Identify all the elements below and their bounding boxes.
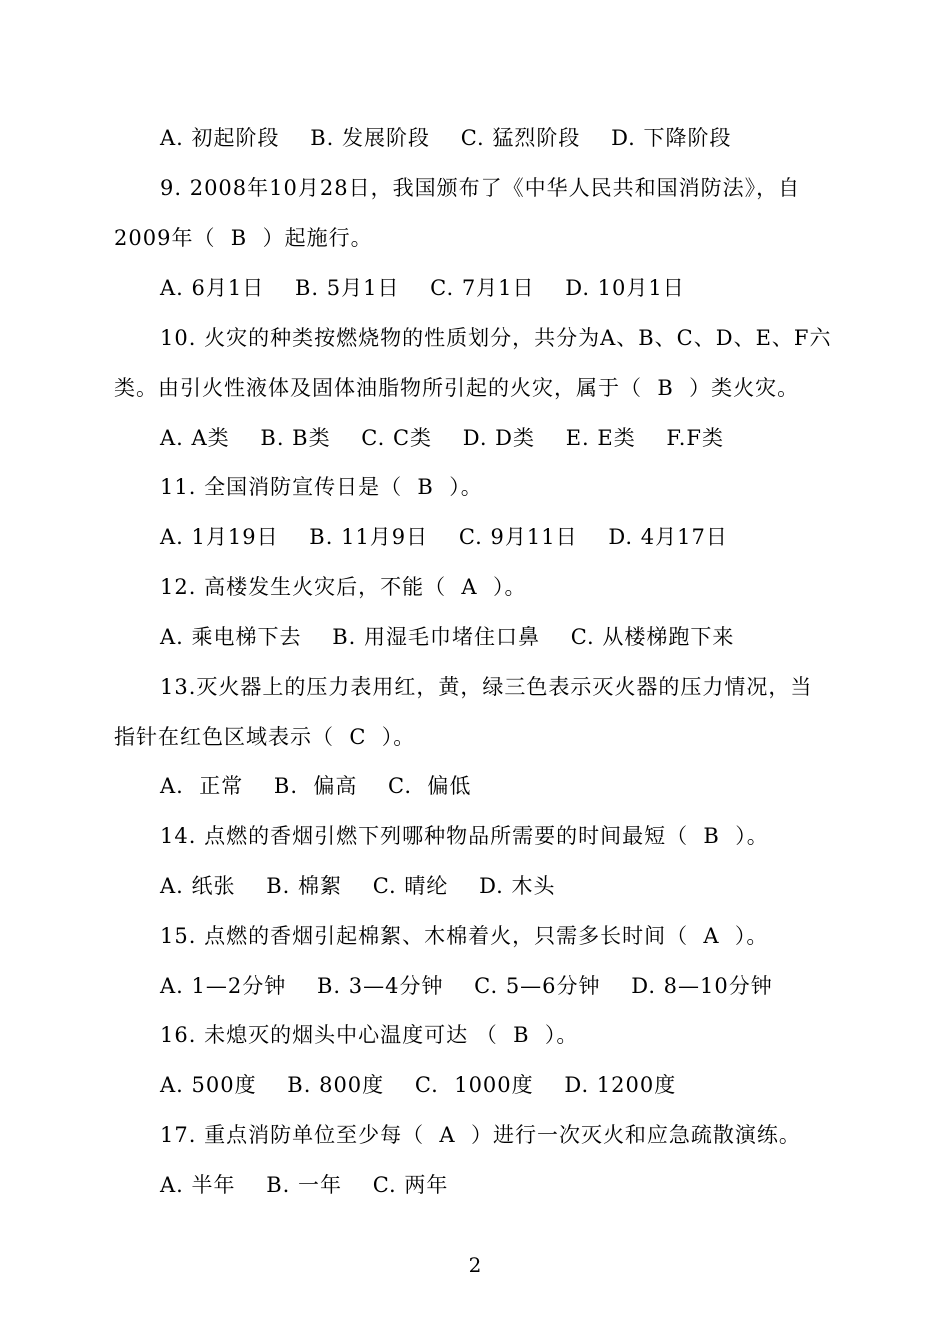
options-q10: A. A类 B. B类 C. C类 D. D类 E. E类 F.F类: [160, 426, 724, 450]
question-16: 16. 未熄灭的烟头中心温度可达 （ B ）。: [160, 1023, 579, 1047]
question-17: 17. 重点消防单位至少每（ A ）进行一次灭火和应急疏散演练。: [160, 1123, 801, 1147]
question-11: 11. 全国消防宣传日是（ B ）。: [160, 475, 483, 499]
question-13: 13.灭火器上的压力表用红，黄，绿三色表示灭火器的压力情况，当: [160, 675, 813, 699]
question-10-continued: 类。由引火性液体及固体油脂物所引起的火灾，属于（ B ）类火灾。: [114, 376, 800, 400]
options-q16: A. 500度 B. 800度 C. 1000度 D. 1200度: [160, 1073, 677, 1097]
options-q14: A. 纸张 B. 棉絮 C. 晴纶 D. 木头: [160, 874, 556, 898]
options-q12: A. 乘电梯下去 B. 用湿毛巾堵住口鼻 C. 从楼梯跑下来: [160, 625, 735, 649]
question-12: 12. 高楼发生火灾后，不能（ A ）。: [160, 575, 527, 599]
question-9-continued: 2009年（ B ）起施行。: [114, 226, 373, 250]
options-q8: A. 初起阶段 B. 发展阶段 C. 猛烈阶段 D. 下降阶段: [160, 126, 732, 150]
options-q9: A. 6月1日 B. 5月1日 C. 7月1日 D. 10月1日: [160, 276, 685, 300]
question-14: 14. 点燃的香烟引燃下列哪种物品所需要的时间最短（ B ）。: [160, 824, 769, 848]
question-9: 9. 2008年10月28日，我国颁布了《中华人民共和国消防法》，自: [160, 176, 801, 200]
question-13-continued: 指针在红色区域表示（ C ）。: [114, 725, 416, 749]
options-q15: A. 1—2分钟 B. 3—4分钟 C. 5—6分钟 D. 8—10分钟: [160, 974, 773, 998]
question-15: 15. 点燃的香烟引起棉絮、木棉着火，只需多长时间（ A ）。: [160, 924, 769, 948]
options-q17: A. 半年 B. 一年 C. 两年: [160, 1173, 449, 1197]
options-q11: A. 1月19日 B. 11月9日 C. 9月11日 D. 4月17日: [160, 525, 728, 549]
question-10: 10. 火灾的种类按燃烧物的性质划分，共分为A、B、C、D、E、F六: [160, 326, 832, 350]
page-number: 2: [468, 1253, 482, 1277]
options-q13: A. 正常 B. 偏高 C. 偏低: [160, 774, 472, 798]
